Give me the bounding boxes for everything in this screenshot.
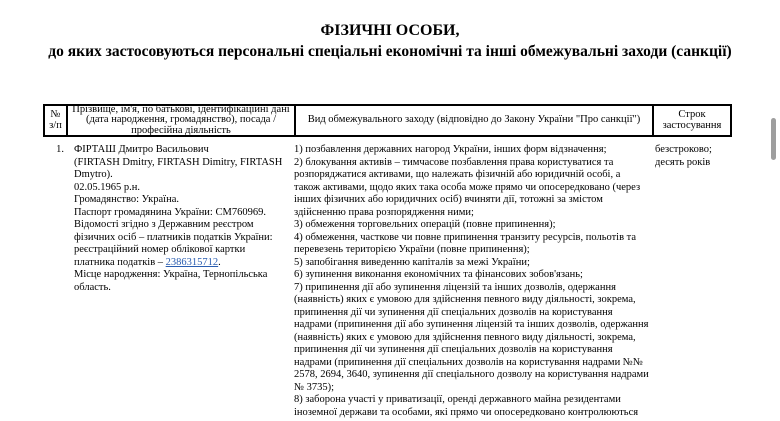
vertical-scrollbar-thumb[interactable] (771, 118, 776, 160)
measure-item-8: 8) заборона участі у приватизації, оренді державного майна резидентами іноземної держави та особами, які прямо чи опосередковано контролюються (294, 394, 639, 418)
person-tax-registry (74, 219, 285, 269)
person-latin-names: (FIRTASH Dmitry, FIRTASH Dimitry, FIRTASH Dmytro). (74, 156, 283, 180)
person-birth-date: 02.05.1965 р.н. (74, 181, 140, 193)
tax-registry-period: . (218, 256, 221, 268)
measure-item-7: 7) припинення дії або зупинення ліцензій та інших дозволів, одержання (наявність) яких є умовою для здійснення певного виду діяльності, зокрема, припинення дії чи зупинення дії спеціальних дозволів на користування надрами (припинення дії або зупинення ліцензій та інших дозволів, одержання (наявність) яких є умовою для здійснення певного виду діяльності, зокрема, припинення дії чи зупинення дії спеціальних дозволів на користування надрами (припинення дії спеціальних дозволів на користування надрами №№ 2578, 2694, 3640, зупинення дії спеціального дозволу на користування надрами № 3735); (294, 281, 649, 393)
measure-item-4: 4) обмеження, часткове чи повне припинення транзиту ресурсів, польотів та перевезень територією України (повне припинення); (294, 231, 637, 255)
measure-item-2: 2) блокування активів – тимчасове позбавлення права користуватися та розпоряджатися активами, що належать фізичній або юридичній особі, а також активами, щодо яких така особа може прямо чи опосередковано (через інших фізичних або юридичних осіб) вчиняти дії, тотожні за змістом здійсненню права розпорядження ними; (294, 156, 641, 218)
header-cell-term: Строк застосування (652, 104, 732, 137)
person-name: ФІРТАШ Дмитро Васильович (74, 144, 209, 155)
document-page (0, 21, 780, 421)
person-birth-place: Місце народження: Україна, Тернопільська область. (74, 269, 268, 293)
page-title: ФІЗИЧНІ ОСОБИ, (320, 22, 460, 39)
measure-item-5: 5) запобігання виведенню капіталів за межі України; (294, 256, 530, 268)
header-cell-measures: Вид обмежувального заходу (відповідно до Закону України "Про санкції") (294, 104, 652, 137)
measure-item-3: 3) обмеження торговельних операцій (повне припинення); (294, 219, 556, 230)
term-cell: безстроково; десять років (655, 144, 712, 168)
page-subtitle: до яких застосовуються персональні спеціальні економічні та інші обмежувальні заходи (санкції) (48, 43, 732, 61)
row-number: 1. (56, 144, 64, 155)
measure-item-1: 1) позбавлення державних нагород України, інших форм відзначення; (294, 144, 607, 155)
header-cell-person: Прізвище, ім'я, по батькові, ідентифікаційні дані (дата народження, громадянство), посада / професійна діяльність (66, 104, 294, 137)
table-header-row (43, 104, 732, 137)
person-citizenship: Громадянство: Україна. (74, 194, 180, 205)
tax-registry-text: Відомості згідно з Державним реєстром фізичних осіб – платників податків України: реєстраційний номер облікової картки платника податків – (74, 219, 273, 268)
tax-number-link[interactable]: 2386315712 (165, 256, 219, 268)
measure-item-6: 6) зупинення виконання економічних та фінансових зобов'язань; (294, 269, 583, 280)
header-cell-number: № з/п (43, 104, 66, 137)
measures-cell (294, 144, 652, 419)
sanctions-table (43, 104, 732, 419)
person-details-cell (66, 144, 294, 419)
person-passport: Паспорт громадянина України: СМ760969. (74, 206, 266, 218)
table-row (43, 137, 732, 419)
